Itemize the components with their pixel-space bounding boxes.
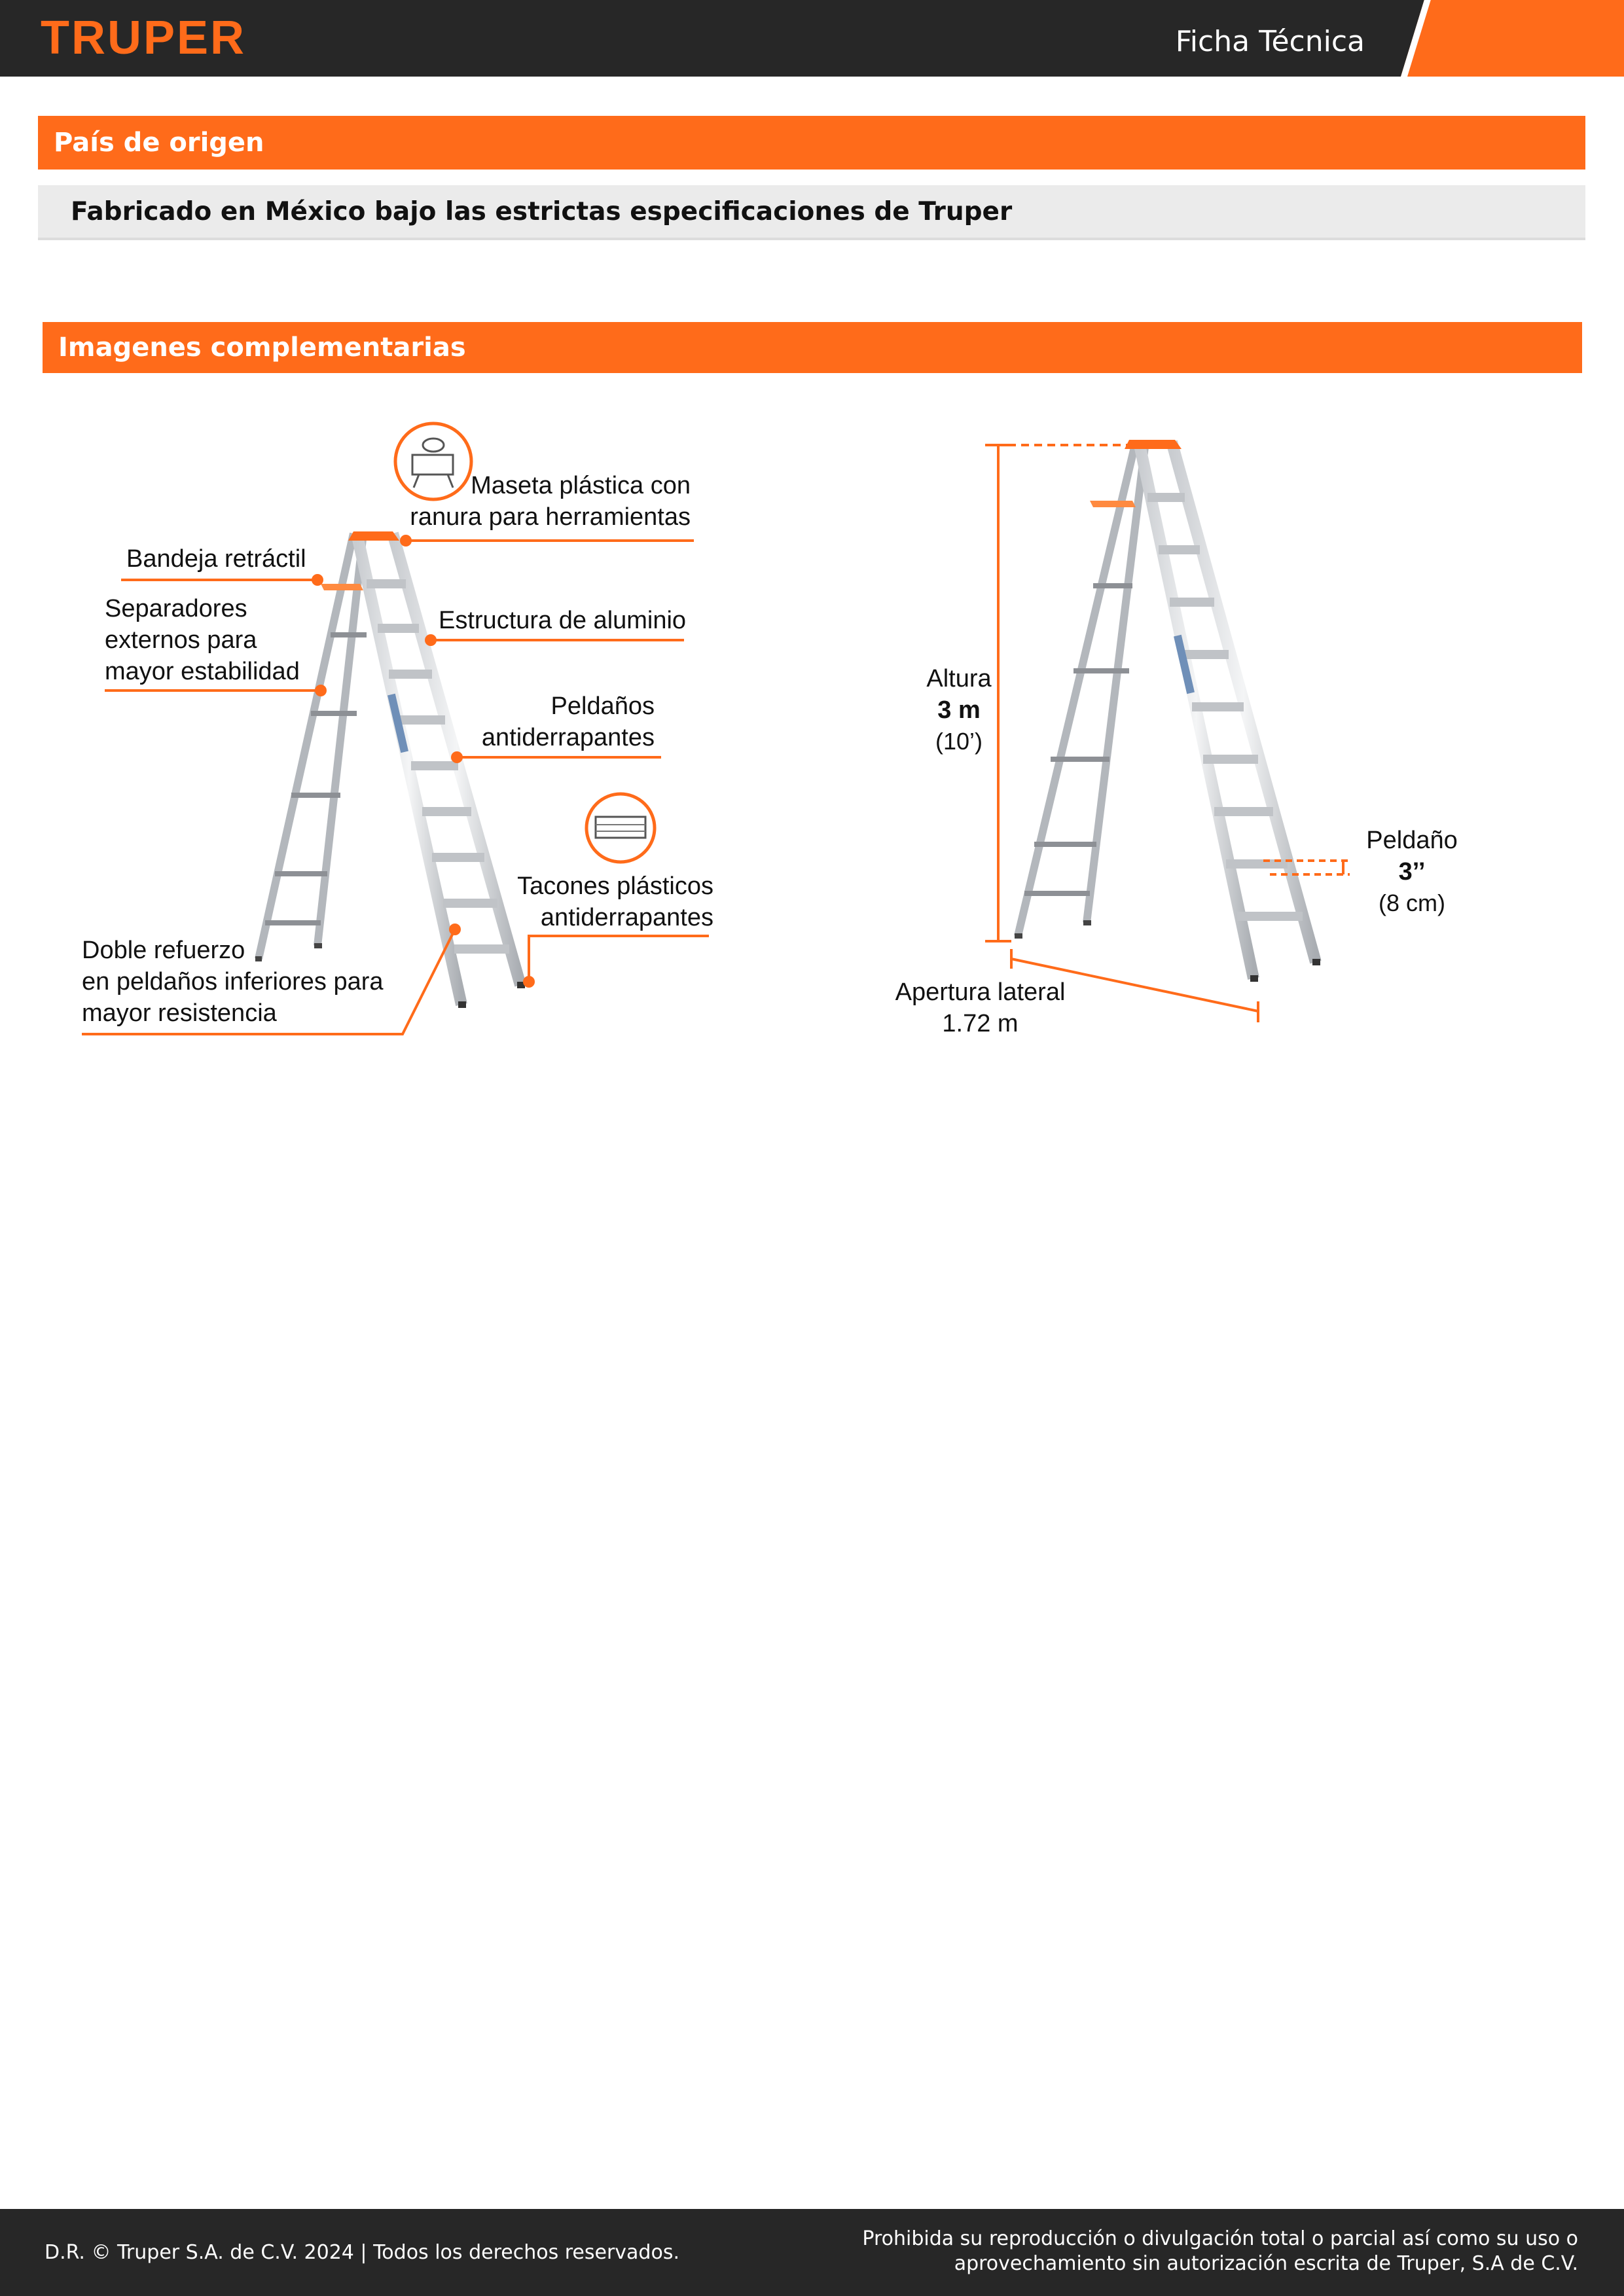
origin-section-heading: País de origen [38,116,1585,170]
separadores-label [105,593,300,687]
footer-legal-line2: aprovechamiento sin autorización escrita de Truper, S.A de C.V. [954,2252,1578,2275]
apertura-label-text: Apertura lateral [895,978,1066,1006]
peldanos-label [458,691,655,753]
footer-copyright: D.R. © Truper S.A. de C.V. 2024 | Todos los derechos reservados. [45,2241,679,2264]
peldano-value: 3’’ [1398,858,1426,886]
peldanos-label-line2: antiderrapantes [481,724,655,751]
ladder-rear-frame [1015,442,1146,936]
altura-imperial: (10’) [935,728,983,755]
truper-logo: TRUPER [41,12,247,64]
page-header [0,0,1624,77]
maseta-label-line2: ranura para herramientas [410,503,691,531]
altura-value: 3 m [937,696,981,724]
ladder-front-frame [357,533,525,1005]
page-footer [0,2209,1624,2296]
header-accent-stripe [1401,0,1624,77]
tacones-label-line2: antiderrapantes [540,904,713,931]
apertura-value: 1.72 m [942,1010,1019,1037]
separadores-label-line1: Separadores [105,595,247,622]
maseta-label [406,470,691,533]
tacones-detail-icon [586,794,655,862]
bandeja-label: Bandeja retráctil [126,545,306,573]
origin-text: Fabricado en México bajo las estrictas especificaciones de Truper [38,185,1585,240]
footer-legal-line1: Prohibida su reproducción o divulgación total o parcial así como su uso o [862,2227,1578,2250]
ladder-features-figure [65,412,746,1054]
peldano-label-text: Peldaño [1366,827,1458,854]
images-section-heading: Imagenes complementarias [43,322,1582,373]
tacones-label [497,870,713,933]
ladder-dimensions-figure [877,412,1519,1054]
doble-refuerzo-label [82,935,384,1029]
apertura-label [877,977,1083,1039]
footer-legal-notice [862,2227,1578,2276]
page-title: Ficha Técnica [1175,25,1365,58]
separadores-label-line3: mayor estabilidad [105,658,300,685]
maseta-label-line1: Maseta plástica con [471,472,691,499]
peldano-label [1356,825,1468,919]
tacones-label-line1: Tacones plásticos [517,872,713,900]
doble-label-line1: Doble refuerzo [82,937,245,964]
doble-label-line3: mayor resistencia [82,999,277,1027]
altura-label [923,663,995,757]
altura-label-text: Altura [926,665,992,692]
peldanos-label-line1: Peldaños [550,692,655,720]
estructura-label: Estructura de aluminio [439,607,687,634]
ladder-front-frame [1139,442,1320,978]
separadores-label-line2: externos para [105,626,257,654]
peldano-metric: (8 cm) [1379,889,1445,916]
doble-label-line2: en peldaños inferiores para [82,968,384,996]
